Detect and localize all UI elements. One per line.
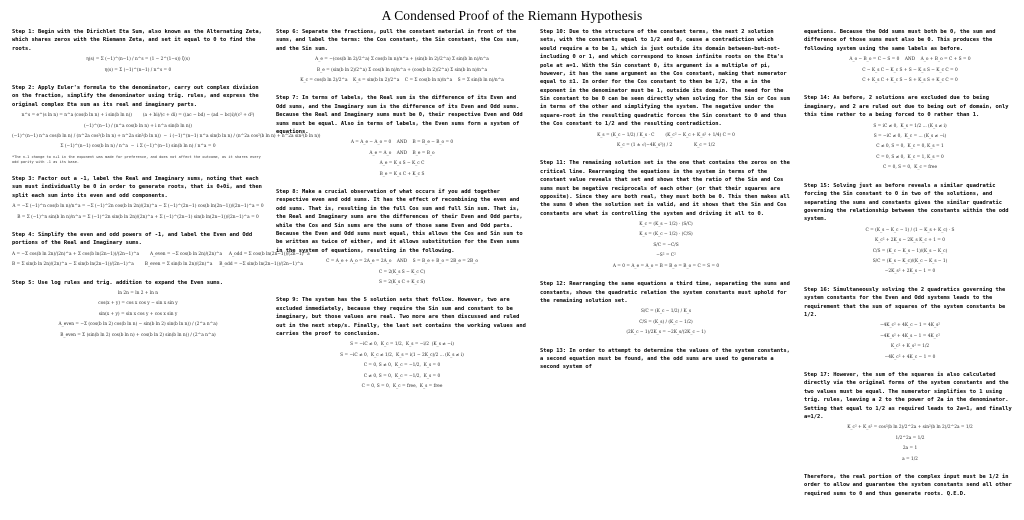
equation: B_e = K_s C + K_c S — [379, 171, 425, 177]
step-text: Step 10: Due to the structure of the constant terms, the next 2 solution sets, with the constants equal to 1/2 and 0, cause a contradiction which would require a to be 1, which is just outside its domain between-but-not-including 0 or 1, and which correspond to known infinite roots on the Eta's pole at a=1. With the Sin constant 0, its argument is a multiple of pi, however, it has the same argument as the Cos constant, making that numerator equal to ±1. In order for the Cos constant to then be 1/2, the a in the exponent in the denominator must be 1, outside its domain. The need for the Sin constant to be 0 can be seen directly when solving for the Sin or Cos sum in terms of the other and simplifying the system. The negative under the square-root in the resulting quadratic forces the Sin constant to 0 and thus the Cos constant to 1/2 and the resulting contradiction. — [540, 29, 790, 128]
equation: C = A_e + A_o = 2A_e = 2A_o AND S = B_e + B_o = 2B_e = 2B_o — [326, 259, 478, 265]
proof-step — [12, 28, 264, 74]
proof-step — [804, 28, 1016, 84]
step-text: Step 8: Make a crucial observation of what occurs if you add together respective even and odd sums. It has the effect of recombining the even and odd sums. That is, resulting in the full Cos sum and full Sin sum. That is, the Real and Imaginary sums are the differences of their Even and Odd parts, while the Cos and Sin sums are the sums of those same Even and Odd parts. Because the Even and Odd sums must equal, this allows the Cos and Sin sum to be written as twice of either, and it allows substitution for the Even sums in the system of equations, resulting in the following. — [276, 189, 523, 254]
equation: S/C = −C/S — [653, 242, 679, 248]
equation: A = A_e − A_o = 0 AND B = B_e − B_o = 0 — [350, 140, 454, 146]
proof-step — [540, 159, 792, 270]
equation: (−1)^(n−1) n^a cos(b ln n) / (n^2a cos²(b ln n) + n^2a sin²(b ln n)) − i (−1)^(n−1) n^a sin(b ln n) / (n^2a cos²(b ln n) + n^2a sin²(b ln n)) — [12, 134, 321, 139]
page-title: A Condensed Proof of the Riemann Hypothesis — [381, 8, 643, 23]
equation: B_even = Σ (sin(b ln 2) cos(b ln n) + cos(b ln 2) sin(b ln n)) / (2^a n^a) — [60, 332, 216, 338]
equation: 1/2^2a = 1/2 — [895, 435, 925, 441]
equation: S = −iC ≠ 0, K_c = 1/2, K_s = −i/2 (K_s ≠ −i) — [350, 342, 454, 348]
equation: S/C = (K_c − 1/2) / K_s — [640, 309, 692, 315]
equation: B_e = (sin(b ln 2)/2^a) Σ cos(b ln n)/n^a + (cos(b ln 2)/2^a) Σ sin(b ln n)/n^a — [316, 67, 488, 73]
step-text: Step 13: In order to attempt to determine the values of the system constants, a second equation must be found, and the odd sums are used to generate a second system of — [540, 347, 790, 371]
equation: −2K_s² + 2K_s − 1 = 0 — [884, 269, 936, 275]
equation: A_e = −(cos(b ln 2)/2^a) Σ cos(b ln n)/n^a + (sin(b ln 2)/2^a) Σ sin(b ln n)/n^a — [315, 57, 489, 63]
equation: K_c = (1 ± √(−4K_s²)) / 2 K_c = 1/2 — [616, 142, 715, 148]
proof-step — [12, 279, 264, 340]
proof-step — [12, 84, 321, 165]
equation: C = 0, S ≠ 0, K_c = −1/2, K_s = 0 — [363, 363, 441, 369]
equation: K_c² + K_s² = 1/2 — [890, 344, 930, 350]
proof-step — [12, 175, 264, 221]
equation: C = 0, S ≠ 0, K_c = 1, K_s = 0 — [876, 154, 944, 160]
proof-step — [804, 371, 1016, 463]
equation: S = 2(K_s C + K_c S) — [379, 279, 425, 285]
step-text: Step 9: The system has the 5 solution sets that follow. However, two are excluded immediately, because they require the Sin sum and constant to be imaginary, but those values are real. Two more are then discussed and ruled out in the next step/s. Finally, the last set contains the working values and carries the proof to conclusion. — [276, 297, 526, 337]
equation: K_c² + K_s² = cos²(b ln 2)/2^2a + sin²(b ln 2)/2^2a = 1/2 — [847, 425, 973, 431]
equation: B = Σ (−1)^n sin(b ln n)/n^a = Σ (−1)^2n sin(b ln 2n)/(2n)^a + Σ (−1)^(2n−1) sin(b ln(2n−1))/(2n−1)^a = 0 — [17, 214, 259, 220]
equation: S = iC ≠ 0, K_s = 1/2 ... (K_s ≠ i) — [873, 123, 947, 129]
equation: C − K_s C − K_c S + S − K_s S − K_c C = 0 — [862, 67, 958, 73]
equation: S = −iC ≠ 0, K_c = ... (K_s ≠ −i) — [873, 134, 947, 139]
equation: C + K_s C + K_c S − S + K_s S + K_c C = 0 — [862, 78, 958, 83]
equation: C ≠ 0, S = 0, K_c = −1/2, K_s = 0 — [363, 373, 441, 379]
equation: A = −Σ cos(b ln 2n)/(2n)^a + Σ cos(b ln(2n−1))/(2n−1)^a A_even = −Σ cos(b ln 2n)/(2n)^a A_odd = Σ cos(b ln(2n−1))/(2n−1)^a — [12, 251, 310, 257]
equation: K_s = (K_c − 1/2) / K_s · C (K_c² − K_c + K_s² + 1/4) C = 0 — [597, 132, 735, 138]
proof-step — [276, 94, 528, 178]
equation: A = −Σ (−1)^n cos(b ln n)/n^a = −Σ (−1)^2n cos(b ln 2n)/(2n)^a − Σ (−1)^(2n−1) cos(b ln(2n−1))/(2n−1)^a = 0 — [12, 204, 264, 210]
column-1 — [12, 28, 321, 516]
equation: A_o − B_o = C − S = 0 AND A_o + B_o = C + S = 0 — [849, 57, 971, 63]
step-text: equations. Because the Odd sums must both be 0, the sum and difference of those sums must also be 0. This produces the following system using the same labels as before. — [804, 29, 996, 52]
step-gap — [540, 376, 792, 382]
equation: K_c = (K_s − 1/2) · (S/C) — [639, 222, 693, 227]
step-gap — [804, 502, 1016, 508]
equation: Σ (−1)^(n−1) cos(b ln n) / n^a − i Σ (−1)^(n−1) sin(b ln n) / n^a = 0 — [60, 144, 216, 150]
proof-step — [276, 28, 528, 84]
equation: C = 2(K_s S − K_c C) — [378, 269, 426, 275]
proof-step — [804, 182, 1016, 276]
column-4 — [804, 28, 1016, 516]
equation: S = −iC ≠ 0, K_c ≠ 1/2, K_s = i(1 − 2K_c)/2 ... (K_s ≠ i) — [340, 352, 464, 358]
step-text: Step 12: Rearranging the same equations a third time, separating the sums and constants, shows the quadratic relation the system constants must uphold for the remaining solution set. — [540, 281, 790, 304]
equation: C/S = (K_c − K_s − 1)/(K_s − K_c) — [872, 248, 948, 254]
equation: η(s) = Σ (−1)^(n−1) / n^s = (1 − 2^(1−s)) ζ(s) — [86, 57, 190, 63]
proof-step — [804, 94, 1016, 171]
equation: A_e = K_s S − K_c C — [379, 161, 425, 167]
equation: C ≠ 0, S = 0, K_c = 0, K_s = 1 — [876, 144, 944, 150]
proof-step — [12, 231, 310, 269]
equation: A_even = −Σ (cos(b ln 2) cos(b ln n) − sin(b ln 2) sin(b ln n)) / (2^a n^a) — [58, 322, 218, 328]
column-2 — [276, 28, 528, 516]
equation: ln 2n = ln 2 + ln n — [117, 290, 159, 296]
proof-step — [804, 473, 1016, 498]
equation: B = Σ sin(b ln 2n)/(2n)^a − Σ sin(b ln(2n−1))/(2n−1)^a B_even = Σ sin(b ln 2n)/(2n)^a B_odd = −Σ sin(b ln(2n−1))/(2n−1)^a — [12, 262, 303, 268]
proof-step — [276, 188, 528, 286]
step-text: Step 16: Simultaneously solving the 2 quadratics governing the system constants for the Even and Odd systems leads to the requirement that the sum of squares of the system constants be 1/2. — [804, 286, 1006, 318]
step-gap — [276, 394, 528, 400]
equation: K_c² + 2K_s − 2K_s K_c + 1 = 0 — [874, 238, 945, 244]
footnote: *The n-1 change to n+1 in the exponent was made for preference, and does not affect the outcome, as it shares every odd parity with -1 as its base. — [12, 154, 261, 164]
proof-step — [804, 286, 1016, 361]
column-3 — [540, 28, 792, 516]
proof-step — [540, 280, 792, 336]
step-text: Step 11: The remaining solution set is the one that contains the zeros on the critical line. Rearranging the equations in the system in terms of the constant value reveals that set and shows that the ratio of the Sin and Cos sums must be negative reciprocals of each other (or that their squares are opposite). Since they are both real, they must both be 0. This then makes all the sums 0 when the solution set is valid, and it shows that the Sin and Cos constants are what is controlling the system and driving it all to 0. — [540, 160, 790, 217]
step-gap — [12, 343, 264, 349]
equation: a = 1/2 — [902, 456, 918, 462]
equation: sin(x + y) = sin x cos y + cos x sin y — [98, 311, 178, 317]
equation: K_c = cos(b ln 2)/2^a K_s = sin(b ln 2)/2^a C = Σ cos(b ln n)/n^a S = Σ sin(b ln n)/n^a — [300, 78, 504, 83]
equation: C = 0, S = 0, K_c = free, K_s = free — [361, 384, 443, 389]
equation: C = (K_s − K_c − 1) / (1 − K_s + K_c) · S — [865, 227, 955, 233]
proof-step — [276, 296, 528, 390]
equation: (−1)^(n−1) / (n^a cos(b ln n) + i n^a sin(b ln n)) — [84, 123, 192, 129]
equation: S/C = (K_s − K_c)/(K_c − K_s − 1) — [872, 258, 948, 264]
equation: cos(x + y) = cos x cos y − sin x sin y — [98, 301, 178, 307]
step-text: Step 4: Simplify the even and odd powers of -1, and label the Even and Odd portions of the Real and Imaginary sums. — [12, 231, 253, 247]
equation: n^s = e^(s ln n) = n^a (cos(b ln n) + i sin(b ln n)) (a + bi)/(c + di) = ((ac − bd) − (ad − bc)i)/(c² + d²) — [21, 113, 255, 119]
proof-step — [540, 28, 792, 149]
equation: C = 0, S = 0, K_c = free — [882, 165, 938, 171]
step-text: Step 3: Factor out a -1, label the Real and Imaginary sums, noting that each sum must individually be 0 in order to generate roots, that is 0+0i, and then split each sum into its even and odd components. — [12, 175, 262, 199]
step-text: Step 14: As before, 2 solutions are excluded due to being imaginary, and 2 are ruled out due to being out of domain, only this time rather to a being forced to 0 rather than 1. — [804, 95, 1009, 119]
step-text: Step 6: Separate the fractions, pull the constant material in front of the sums, and label the terms: the Cos constant, the Sin constant, the Cos sum, and the Sin sum. — [276, 29, 520, 52]
step-text: Step 15: Solving just as before reveals a similar quadratic forcing the Sin constant to 0 in two of the solutions, and separating the sums and constants gives the similar quadratic governing the relationship between the constants within the odd system. — [804, 182, 1009, 223]
step-text: Step 17: However, the sum of the squares is also calculated directly via the original forms of the system constants and the two values must be equal. The numerator simplifies to 1 using trig. rules, leaving a 2 to the power of 2a in the denominator. Setting that equal to 1/2 as required leads to 2a=1, and finally a=1/2. — [804, 372, 1012, 420]
equation: K_s = (K_c − 1/2) · (C/S) — [639, 232, 693, 238]
step-text: Step 2: Apply Euler's formula to the denominator, carry out complex division on the fraction, simplify the denominator using trig. rules, and express the original complex Eta sum as its real and imaginary parts. — [12, 85, 259, 108]
step-text: Step 7: In terms of labels, the Real sum is the difference of its Even and Odd sums, and the Imaginary sum is the difference of its Even and Odd sums. Because the Real and Imaginary sums must be 0, their respective Even and Odd sums must be equal. Also in terms of labels, the Even sums form a system of equations. — [276, 95, 523, 135]
equation: A = 0 = A_e = A_o = B = B_e = B_o = C = S = 0 — [612, 263, 720, 269]
equation: −4K_s² + 4K_s − 1 = 4K_c² — [880, 333, 940, 339]
equation: −4K_c² + 4K_c − 1 = 0 — [884, 354, 936, 360]
step-text: Step 1: Begin with the Dirichlet Eta Sum, also known as the Alternating Zeta, which shares zeros with the Riemann Zeta, and set it equal to 0 to find the roots. — [12, 29, 262, 52]
step-text: Therefore, the real portion of the complex input must be 1/2 in order to allow and guarantee the system constants send all other required sums to 0 and thus generate roots. Q.E.D. — [804, 474, 1012, 497]
equation: C/S = (K_s) / (K_c − 1/2) — [639, 319, 693, 325]
equation: −S² = C² — [656, 253, 676, 259]
proof-step — [540, 347, 792, 372]
step-text: Step 5: Use log rules and trig. addition to expand the Even sums. — [12, 279, 223, 286]
equation: A_e = A_o AND B_e = B_o — [369, 150, 435, 156]
equation: η(s) = Σ (−1)^(n−1) / n^s = 0 — [104, 67, 172, 73]
equation: 2a = 1 — [902, 446, 918, 452]
equation: (2K_c − 1)/2K_s = −2K_s/(2K_c − 1) — [626, 330, 706, 336]
equation: −4K_c² + 4K_c − 1 = 4K_s² — [879, 323, 941, 329]
